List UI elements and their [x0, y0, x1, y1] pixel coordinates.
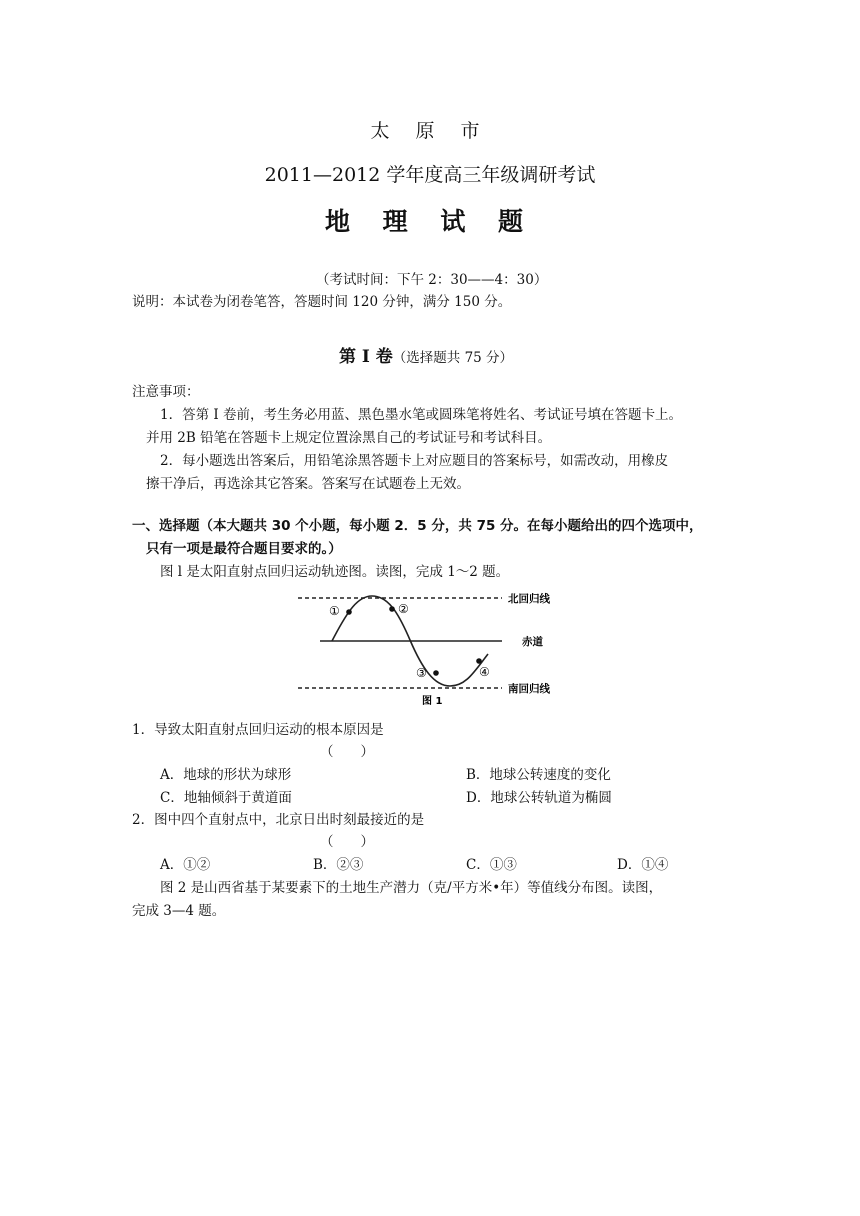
point-3-dot — [433, 670, 439, 676]
q1-option-c: C．地轴倾斜于黄道面 — [160, 790, 292, 806]
q2-option-d: D．①④ — [617, 857, 669, 873]
point-4-label: ④ — [479, 665, 490, 679]
q1-option-a: A．地球的形状为球形 — [160, 767, 292, 783]
point-3-label: ③ — [416, 666, 427, 680]
notice-item-2: 2．每小题选出答案后，用铅笔涂黑答题卡上对应题目的答案标号，如需改动，用橡皮 — [160, 453, 669, 469]
point-2-dot — [389, 606, 395, 612]
exam-note: 说明：本试卷为闭卷笔答，答题时间 120 分钟，满分 150 分。 — [132, 294, 512, 310]
subject-title: 地 理 试 题 — [324, 207, 536, 236]
notice-item-2-cont: 擦干净后，再选涂其它答案。答案写在试题卷上无效。 — [146, 476, 470, 492]
notice-heading: 注意事项： — [132, 384, 200, 400]
q1-bracket: （ ） — [320, 744, 374, 760]
q2-bracket: （ ） — [320, 834, 374, 850]
section-heading: 一、选择题（本大题共 30 个小题，每小题 2．5 分，共 75 分。在每小题给出的四个选项中， — [132, 518, 703, 534]
section-heading-cont: 只有一项是最符合题目要求的。） — [146, 541, 342, 557]
figure2-intro-cont: 完成 3—4 题。 — [132, 903, 226, 919]
q1-option-d: D．地球公转轨道为椭圆 — [466, 790, 612, 806]
q2-option-a: A．①② — [160, 857, 211, 873]
point-4-dot — [476, 658, 482, 664]
figure1-caption: 图 1 — [422, 696, 443, 707]
notice-item-1: 1．答第 Ⅰ 卷前，考生务必用蓝、黑色墨水笔或圆珠笔将姓名、考试证号填在答题卡上。 — [160, 407, 683, 423]
south-tropic-label: 南回归线 — [508, 683, 550, 695]
volume-title: 第 Ⅰ 卷 — [339, 347, 393, 367]
point-1-dot — [346, 609, 352, 615]
exam-title: 2011—2012 学年度高三年级调研考试 — [264, 164, 596, 186]
q2-option-c: C．①③ — [466, 857, 517, 873]
figure1-intro: 图 l 是太阳直射点回归运动轨迹图。读图，完成 1～2 题。 — [160, 564, 510, 580]
q2-stem: 2．图中四个直射点中，北京日出时刻最接近的是 — [132, 812, 425, 828]
figure2-intro: 图 2 是山西省基于某要素下的土地生产潜力（克/平方米•年）等值线分布图。读图， — [160, 880, 663, 896]
volume-subtitle: （选择题共 75 分） — [392, 350, 514, 366]
figure1-diagram — [292, 582, 568, 708]
q1-option-b: B．地球公转速度的变化 — [466, 767, 611, 783]
point-1-label: ① — [329, 604, 340, 618]
q2-option-b: B．②③ — [313, 857, 364, 873]
exam-time: （考试时间：下午 2：30——4：30） — [316, 272, 548, 288]
equator-label: 赤道 — [522, 636, 543, 648]
city-title: 太 原 市 — [370, 120, 490, 142]
north-tropic-label: 北回归线 — [508, 593, 550, 605]
notice-item-1-cont: 并用 2B 铅笔在答题卡上规定位置涂黑自己的考试证号和考试科目。 — [146, 430, 552, 446]
q1-stem: 1．导致太阳直射点回归运动的根本原因是 — [132, 722, 384, 738]
point-2-label: ② — [398, 602, 409, 616]
volume-heading — [339, 342, 513, 367]
